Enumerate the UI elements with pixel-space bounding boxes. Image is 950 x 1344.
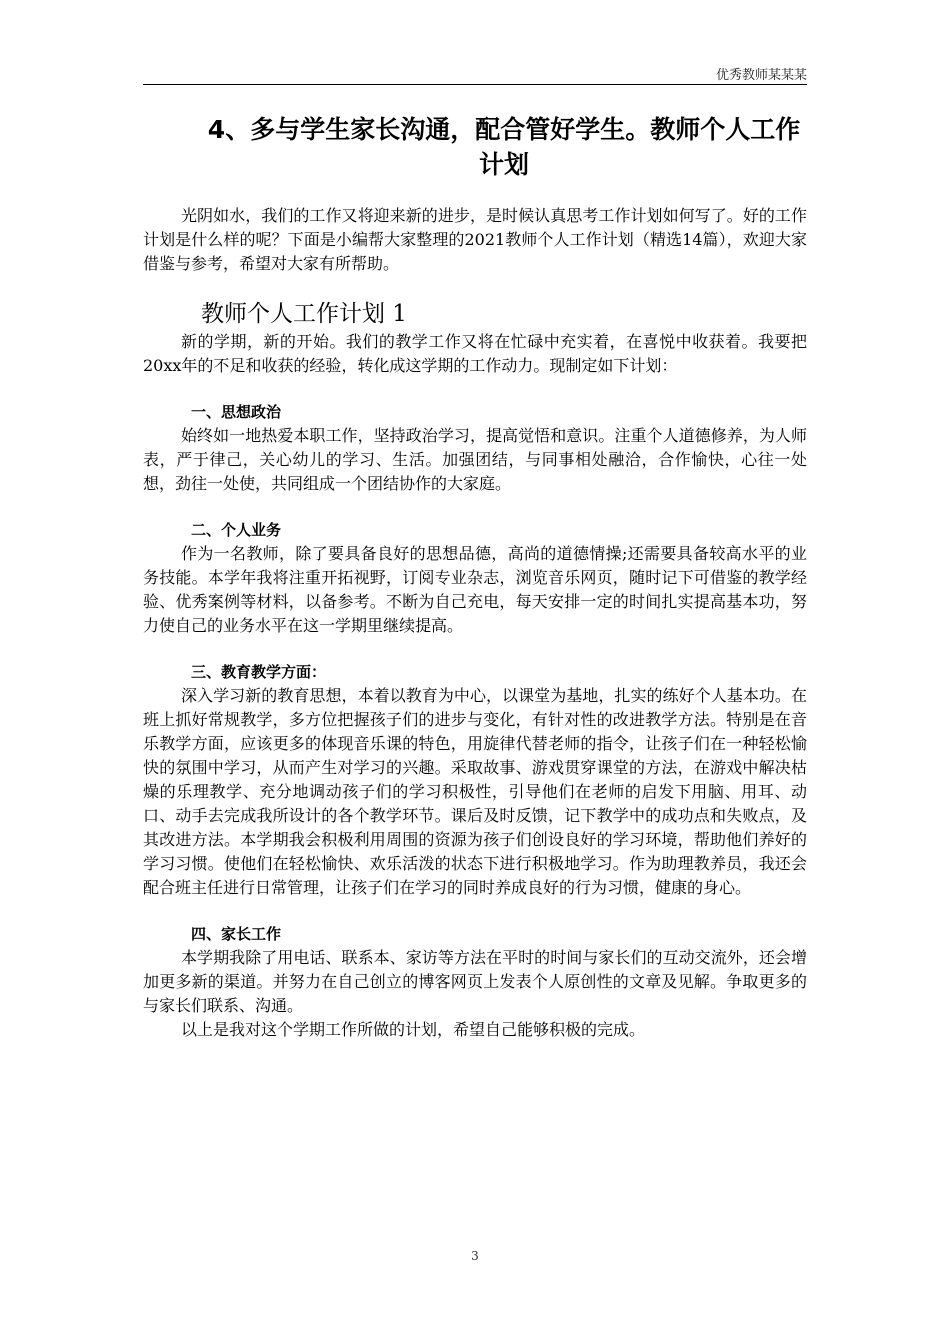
closing-paragraph: 以上是我对这个学期工作所做的计划，希望自己能够积极的完成。 [181, 1020, 646, 1039]
subheading-parents: 四、家长工作 [191, 925, 282, 943]
page-number: 3 [471, 1249, 479, 1263]
document-title: 4、多与学生家长沟通，配合管好学生。教师个人工作计划 [207, 115, 801, 179]
body-paragraph: 始终如一地热爱本职工作，坚持政治学习，提高觉悟和意识。注重个人道德修养，为人师表，严于律己，关心幼儿的学习、生活。加强团结，与同事相处融洽，合作愉快，心往一处想，劲往一处使，共同组成一个团结协作的大家庭。 [143, 426, 807, 493]
subheading-ideology: 一、思想政治 [191, 403, 282, 421]
body-paragraph: 本学期我除了用电话、联系本、家访等方法在平时的时间与家长们的互动交流外，还会增加更多新的渠道。并努力在自己创立的博客网页上发表个人原创性的文章及见解。争取更多的与家长们联系、沟通。 [143, 948, 807, 1015]
header-divider [143, 84, 807, 85]
page-header-text: 优秀教师某某某 [715, 68, 807, 83]
intro-paragraph: 光阴如水，我们的工作又将迎来新的进步，是时候认真思考工作计划如何写了。好的工作计划是什么样的呢？下面是小编帮大家整理的2021教师个人工作计划（精选14篇），欢迎大家借鉴与参考，希望对大家有所帮助。 [143, 206, 807, 273]
document-body [143, 112, 807, 1042]
section-heading: 教师个人工作计划 1 [201, 301, 407, 327]
body-paragraph: 深入学习新的教育思想，本着以教育为中心，以课堂为基地，扎实的练好个人基本功。在班上抓好常规教学，多方位把握孩子们的进步与变化，有针对性的改进教学方法。特别是在音乐教学方面，应该更多的体现音乐课的特色，用旋律代替老师的指令，让孩子们在一种轻松愉快的氛围中学习，从而产生对学习的兴趣。采取故事、游戏贯穿课堂的方法，在游戏中解决枯燥的乐理教学、充分地调动孩子们的学习积极性，引导他们在老师的启发下用脑、用耳、动口、动手去完成我所设计的各个教学环节。课后及时反馈，记下教学中的成功点和失败点，及其改进方法。本学期我会积极利用周围的资源为孩子们创设良好的学习环境，帮助他们养好的学习习惯。使他们在轻松愉快、欢乐活泼的状态下进行积极地学习。作为助理教养员，我还会配合班主任进行日常管理，让孩子们在学习的同时养成良好的行为习惯，健康的身心。 [143, 686, 807, 897]
subheading-personal-work: 二、个人业务 [191, 521, 282, 539]
subheading-teaching: 三、教育教学方面： [191, 663, 327, 681]
body-paragraph: 作为一名教师，除了要具备良好的思想品德，高尚的道德情操;还需要具备较高水平的业务技能。本学年我将注重开拓视野，订阅专业杂志，浏览音乐网页，随时记下可借鉴的教学经验、优秀案例等材料，以备参考。不断为自己充电，每天安排一定的时间扎实提高基本功，努力使自己的业务水平在这一学期里继续提高。 [143, 544, 807, 635]
body-paragraph: 新的学期，新的开始。我们的教学工作又将在忙碌中充实着，在喜悦中收获着。我要把20xx年的不足和收获的经验，转化成这学期的工作动力。现制定如下计划： [143, 332, 807, 375]
